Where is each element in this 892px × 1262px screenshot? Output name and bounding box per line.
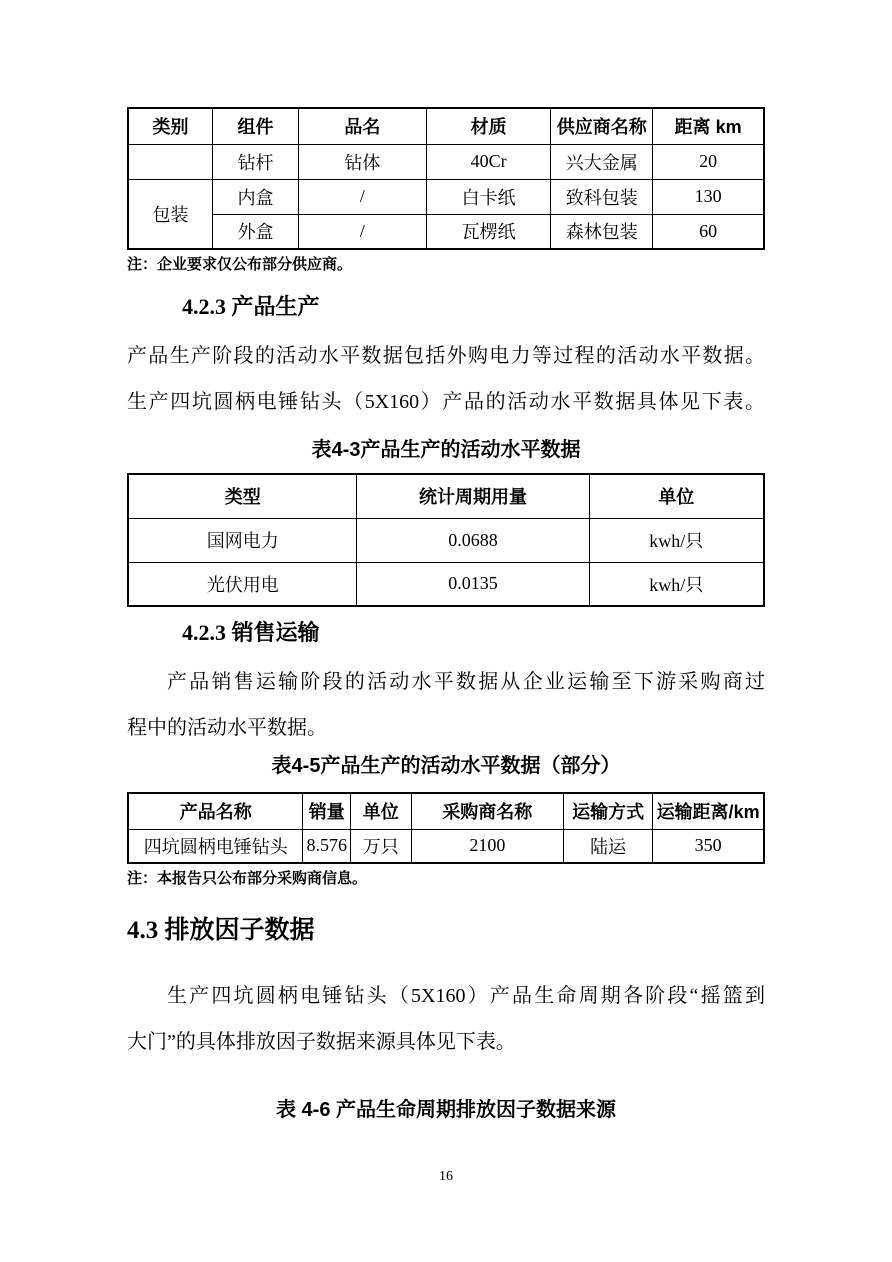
cell-distance: 60 (653, 214, 764, 249)
cell-transport-distance: 350 (653, 829, 764, 863)
paragraph-transport (127, 659, 765, 751)
col-header-transport-distance: 运输距离/km (653, 793, 764, 829)
section-heading-transport: 4.2.3 销售运输 (182, 620, 320, 645)
table-caption-4-5: 表4-5产品生产的活动水平数据（部分） (271, 755, 621, 777)
paragraph-line: 生产四坑圆柄电锤钻头（5X160）产品生命周期各阶段“摇篮到 (167, 985, 765, 1007)
col-header-period-usage: 统计周期用量 (357, 474, 589, 518)
page-number: 16 (439, 1169, 453, 1184)
cell-usage: 0.0135 (357, 562, 589, 606)
col-header-category: 类别 (128, 108, 213, 144)
sales-transport-table (127, 792, 765, 864)
table-row (128, 214, 764, 249)
transport-table-note: 注：本报告只公布部分采购商信息。 (127, 870, 368, 887)
col-header-material: 材质 (426, 108, 551, 144)
cell-category (128, 144, 213, 179)
col-header-supplier: 供应商名称 (551, 108, 653, 144)
cell-supplier: 森林包装 (551, 214, 653, 249)
col-header-sales-volume: 销量 (303, 793, 351, 829)
cell-type: 光伏用电 (128, 562, 357, 606)
table-caption-4-3: 表4-3产品生产的活动水平数据 (311, 439, 581, 461)
col-header-product-name: 品名 (298, 108, 426, 144)
production-table-wrapper (127, 473, 765, 607)
cell-usage: 0.0688 (357, 518, 589, 562)
paragraph-line: 大门”的具体排放因子数据来源具体见下表。 (127, 1031, 516, 1053)
paragraph-line: 产品销售运输阶段的活动水平数据从企业运输至下游采购商过 (167, 671, 765, 693)
cell-distance: 20 (653, 144, 764, 179)
cell-product-name: / (298, 179, 426, 214)
cell-product-name: 钻体 (298, 144, 426, 179)
col-header-type: 类型 (128, 474, 357, 518)
suppliers-table-wrapper (127, 107, 765, 250)
cell-material: 白卡纸 (426, 179, 551, 214)
cell-transport-mode: 陆运 (564, 829, 653, 863)
paragraph-production (127, 333, 765, 425)
section-heading-production: 4.2.3 产品生产 (182, 294, 320, 319)
cell-purchaser: 2100 (411, 829, 564, 863)
table-row (128, 179, 764, 214)
col-header-unit: 单位 (351, 793, 411, 829)
table-row (128, 829, 764, 863)
paragraph-emission (127, 973, 765, 1065)
cell-distance: 130 (653, 179, 764, 214)
cell-type: 国网电力 (128, 518, 357, 562)
cell-material: 瓦楞纸 (426, 214, 551, 249)
cell-product: 四坑圆柄电锤钻头 (128, 829, 303, 863)
cell-sales-volume: 8.576 (303, 829, 351, 863)
col-header-transport-mode: 运输方式 (564, 793, 653, 829)
suppliers-table-header-row (128, 108, 764, 144)
cell-unit: kwh/只 (589, 562, 764, 606)
cell-component: 内盒 (213, 179, 299, 214)
cell-component: 钻杆 (213, 144, 299, 179)
cell-component: 外盒 (213, 214, 299, 249)
table-row (128, 144, 764, 179)
col-header-product: 产品名称 (128, 793, 303, 829)
table-caption-4-6: 表 4-6 产品生命周期排放因子数据来源 (275, 1099, 617, 1121)
paragraph-line: 产品生产阶段的活动水平数据包括外购电力等过程的活动水平数据。 (127, 345, 765, 367)
cell-supplier: 致科包装 (551, 179, 653, 214)
table-row (128, 518, 764, 562)
cell-category-packaging: 包装 (128, 179, 213, 249)
col-header-unit: 单位 (589, 474, 764, 518)
transport-table-wrapper (127, 792, 765, 864)
transport-table-header-row (128, 793, 764, 829)
cell-unit: 万只 (351, 829, 411, 863)
cell-material: 40Cr (426, 144, 551, 179)
section-heading-emission-factors: 4.3 排放因子数据 (127, 917, 315, 944)
cell-unit: kwh/只 (589, 518, 764, 562)
suppliers-table-note: 注：企业要求仅公布部分供应商。 (127, 256, 353, 273)
col-header-distance: 距离 km (653, 108, 764, 144)
col-header-component: 组件 (213, 108, 299, 144)
col-header-purchaser: 采购商名称 (411, 793, 564, 829)
paragraph-line: 程中的活动水平数据。 (127, 717, 327, 739)
production-table-header-row (128, 474, 764, 518)
table-row (128, 562, 764, 606)
paragraph-line: 生产四坑圆柄电锤钻头（5X160）产品的活动水平数据具体见下表。 (127, 391, 765, 413)
cell-product-name: / (298, 214, 426, 249)
production-activity-table (127, 473, 765, 607)
cell-supplier: 兴大金属 (551, 144, 653, 179)
suppliers-table (127, 107, 765, 250)
